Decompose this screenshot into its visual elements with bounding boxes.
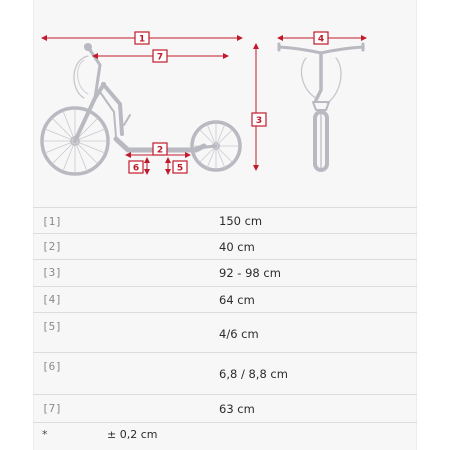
spec-value: 4/6 cm [219, 327, 259, 341]
dimension-label-7-box [153, 50, 167, 63]
tolerance-footnote [33, 424, 417, 446]
dimension-label-4: 4 [317, 34, 325, 45]
scooter-front-view [279, 44, 363, 170]
spec-row-4 [33, 287, 417, 313]
spec-row-5 [33, 313, 417, 353]
spec-table [33, 207, 417, 423]
spec-row-3 [33, 260, 417, 287]
spec-row-2 [33, 234, 417, 260]
dimension-label-6: 6 [132, 163, 140, 174]
spec-key: [1] [42, 215, 62, 228]
dimension-label-3-box [252, 113, 266, 126]
dimension-label-6-box [129, 161, 143, 174]
spec-value: 63 cm [219, 402, 255, 416]
spec-row-1 [33, 207, 417, 234]
spec-key: [6] [42, 360, 62, 373]
dimension-label-7: 7 [156, 52, 164, 63]
spec-value: 150 cm [219, 214, 263, 228]
dimension-label-1-box [135, 32, 149, 45]
spec-row-7 [33, 395, 417, 423]
spec-value: 40 cm [219, 240, 255, 254]
spec-key: [3] [42, 266, 62, 279]
spec-row-6 [33, 353, 417, 395]
scooter-dimension-diagram [0, 0, 450, 205]
spec-key: [7] [42, 402, 62, 415]
spec-key: [5] [42, 320, 62, 333]
dimension-label-5-box [173, 161, 187, 174]
dimension-label-5: 5 [176, 163, 184, 174]
spec-value: 64 cm [219, 293, 255, 307]
spec-key: [2] [42, 240, 62, 253]
dimension-label-4-box [314, 32, 328, 45]
dimension-label-2-box [153, 143, 167, 156]
footnote-mark: * [42, 428, 48, 441]
dimension-label-1: 1 [138, 34, 146, 45]
footnote-text: ± 0,2 cm [107, 428, 158, 441]
spec-value: 92 - 98 cm [219, 266, 281, 280]
spec-key: [4] [42, 293, 62, 306]
spec-value: 6,8 / 8,8 cm [219, 367, 288, 381]
dimension-label-3: 3 [255, 116, 263, 126]
dimension-label-2: 2 [156, 145, 164, 156]
